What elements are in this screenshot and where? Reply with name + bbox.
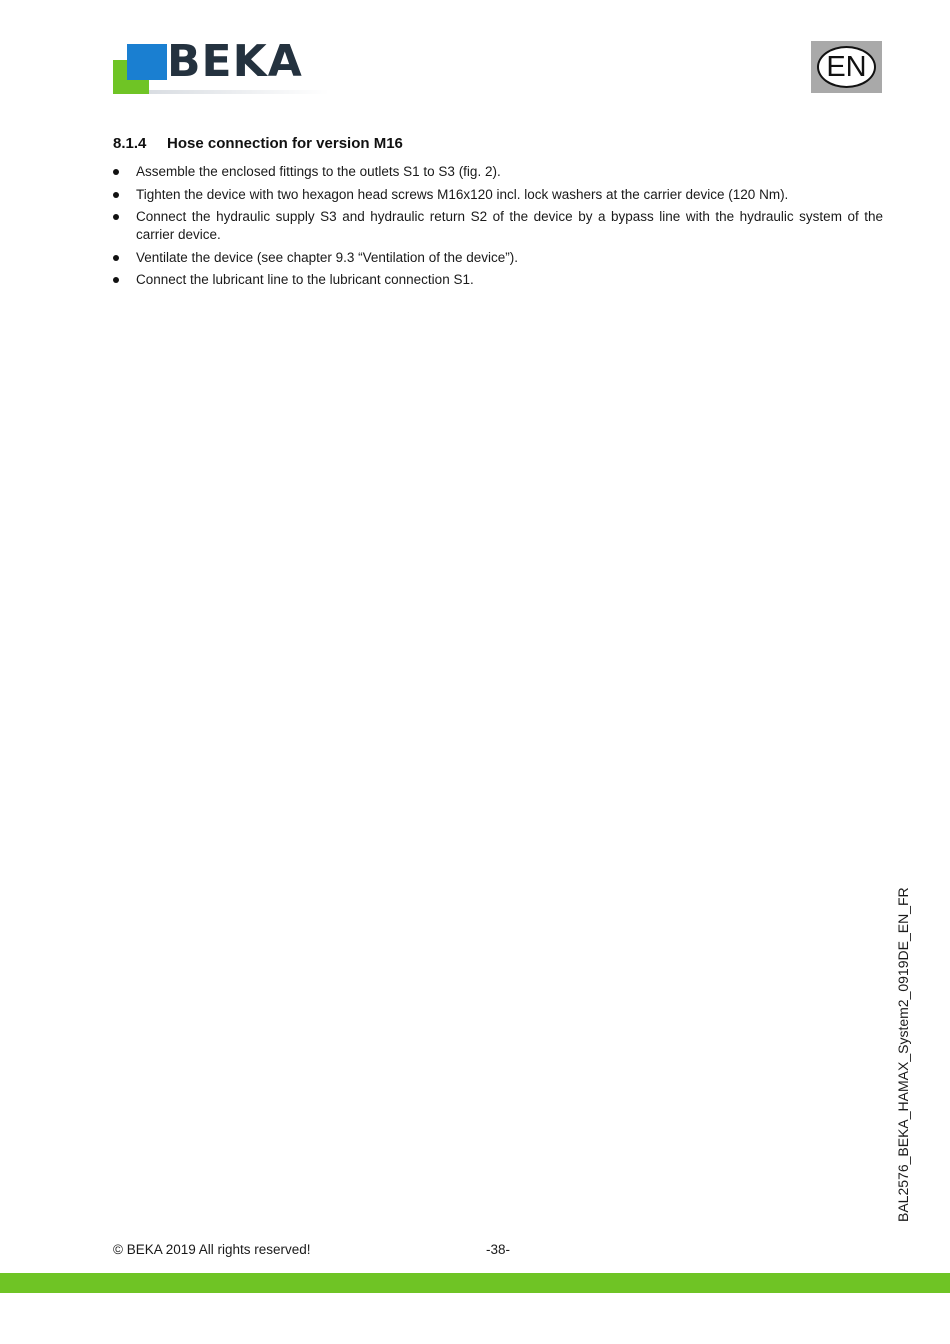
bullet-icon xyxy=(113,255,119,261)
list-item-text: Connect the hydraulic supply S3 and hydraulic return S2 of the device by a bypass line with the hydraulic system of the carrier device. xyxy=(136,209,883,242)
language-badge-label: EN xyxy=(817,46,876,88)
bullet-icon xyxy=(113,214,119,220)
logo-wordmark: BEKA xyxy=(167,36,303,87)
section-number: 8.1.4 xyxy=(113,135,147,152)
list-item xyxy=(113,186,883,204)
language-badge xyxy=(811,41,882,93)
list-item xyxy=(113,163,883,181)
footer-page-number: -38- xyxy=(486,1242,511,1257)
list-item-text: Ventilate the device (see chapter 9.3 “Ventilation of the device”). xyxy=(136,249,518,265)
footer-copyright: © BEKA 2019 All rights reserved! xyxy=(113,1242,311,1257)
bullet-icon xyxy=(113,192,119,198)
document-code: BAL2576_BEKA_HAMAX_System2_0919DE_EN_FR xyxy=(895,887,911,1222)
list-item-text: Tighten the device with two hexagon head screws M16x120 incl. lock washers at the carrier device (120 Nm). xyxy=(136,186,789,202)
section-title: Hose connection for version M16 xyxy=(167,135,403,152)
beka-logo xyxy=(113,36,328,96)
list-item-text: Connect the lubricant line to the lubricant connection S1. xyxy=(136,272,474,287)
logo-blue-square xyxy=(127,44,167,80)
instruction-list xyxy=(113,163,883,294)
list-item xyxy=(113,271,883,289)
bullet-icon xyxy=(113,169,119,175)
section-heading xyxy=(113,135,403,152)
bullet-icon xyxy=(113,277,119,283)
footer-green-bar xyxy=(0,1273,950,1293)
logo-underline xyxy=(149,90,329,94)
list-item xyxy=(113,249,883,267)
list-item xyxy=(113,208,883,244)
list-item-text: Assemble the enclosed fittings to the outlets S1 to S3 (fig. 2). xyxy=(136,164,501,179)
